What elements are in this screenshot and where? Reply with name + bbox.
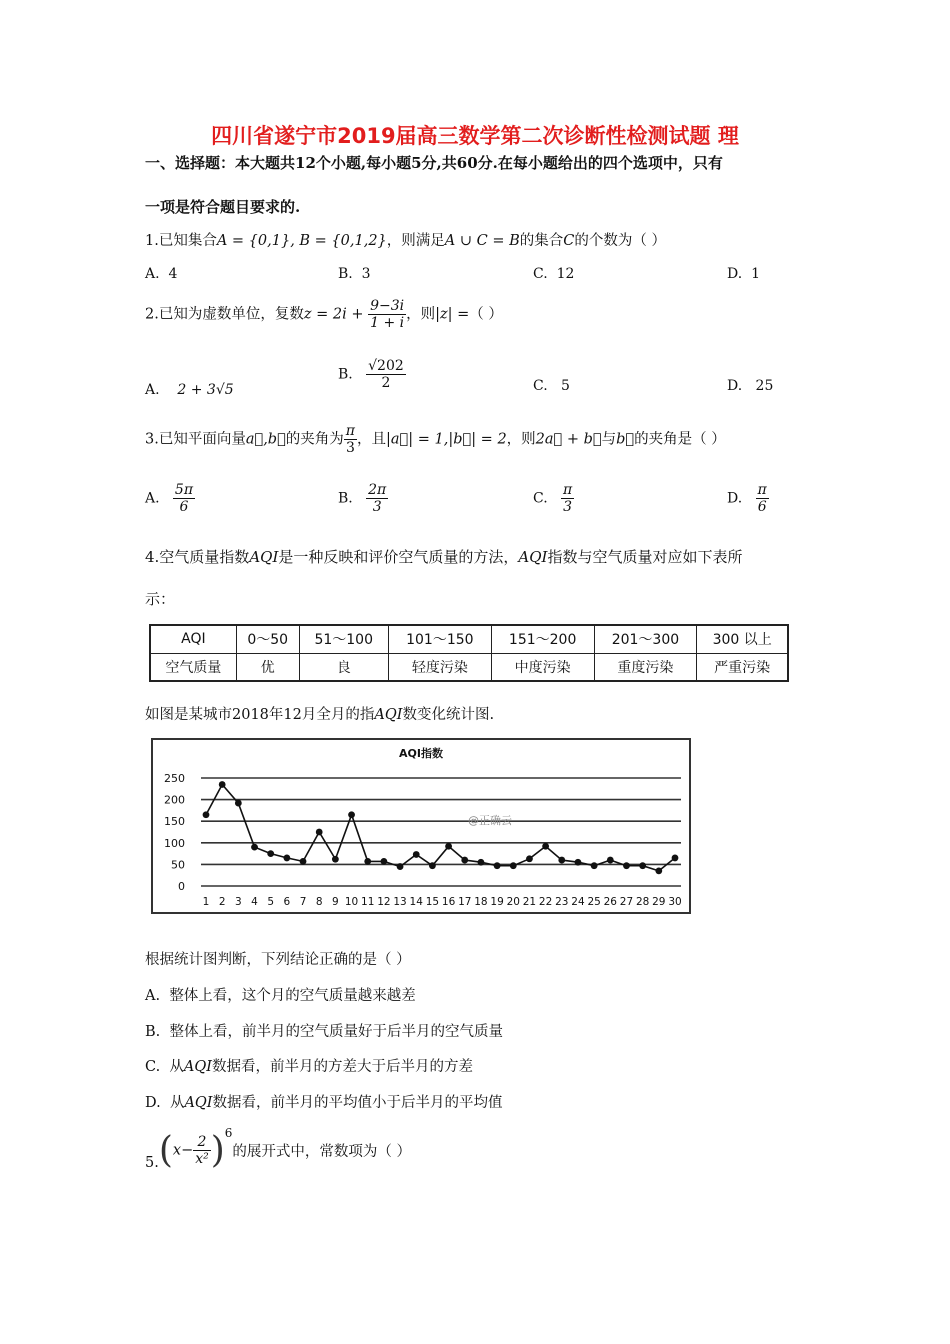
- data-point: [623, 862, 630, 869]
- x-tick-label: 19: [490, 896, 504, 908]
- table-cell: 轻度污染: [388, 653, 491, 681]
- q2-math-abs: |z| =: [435, 306, 470, 323]
- x-tick-label: 29: [652, 896, 666, 908]
- x-tick-label: 21: [522, 896, 537, 908]
- q1-option-d: D. 1: [727, 266, 761, 282]
- x-tick-label: 16: [441, 896, 456, 908]
- chart-title: AQI指数: [399, 747, 443, 760]
- y-tick-label: 100: [164, 836, 185, 850]
- data-point: [316, 829, 323, 836]
- x-tick-label: 7: [299, 896, 307, 908]
- q2-math-lhs: z = 2i +: [303, 306, 364, 323]
- x-tick-label: 20: [506, 896, 520, 908]
- question-2: [145, 298, 503, 331]
- data-point: [332, 856, 339, 863]
- data-point: [203, 811, 210, 818]
- q4-question: 根据统计图判断，下列结论正确的是（ ）: [145, 952, 411, 968]
- y-tick-label: 0: [178, 880, 185, 893]
- data-point: [478, 859, 485, 866]
- q2-mid: ，则: [406, 306, 436, 323]
- q4-option-a: A. 整体上看，这个月的空气质量越来越差: [145, 988, 416, 1004]
- question-4-line1: 4.空气质量指数AQI是一种反映和评价空气质量的方法，AQI指数与空气质量对应如下表所: [145, 548, 743, 566]
- q1-suffix: 的个数为（ ）: [574, 233, 666, 249]
- q1-math-sets: A = {0,1}, B = {0,1,2}: [216, 233, 387, 249]
- question-4-line2: 示：: [145, 590, 176, 608]
- data-point: [607, 857, 614, 864]
- q2-prefix: 2.已知为虚数单位，复数: [145, 306, 304, 323]
- x-tick-label: 30: [668, 896, 682, 908]
- x-tick-label: 26: [603, 896, 617, 908]
- data-point: [429, 862, 436, 869]
- table-cell: 优: [236, 653, 299, 681]
- q4-option-b: B. 整体上看，前半月的空气质量好于后半月的空气质量: [145, 1024, 503, 1040]
- y-tick-label: 250: [164, 772, 185, 785]
- q2-option-c: C. 5: [533, 378, 570, 394]
- page-title: 四川省遂宁市2019届高三数学第二次诊断性检测试题 理: [211, 124, 739, 148]
- x-tick-label: 18: [474, 896, 488, 908]
- table-cell: 重度污染: [594, 653, 697, 681]
- data-point: [283, 855, 290, 862]
- data-point: [575, 859, 582, 866]
- data-point: [364, 858, 371, 865]
- question-1: [145, 229, 666, 250]
- x-tick-label: 23: [555, 896, 569, 908]
- y-tick-label: 50: [171, 858, 185, 872]
- x-tick-label: 25: [587, 896, 601, 908]
- x-tick-label: 22: [538, 896, 553, 908]
- q3-vectors: a⃗,b⃗: [245, 431, 286, 448]
- aqi-series-line: [206, 785, 675, 871]
- data-point: [494, 862, 501, 869]
- table-cell: 201～300: [594, 625, 697, 653]
- q2-fraction: $\frac{9-3i}{1 + i}$: [370, 298, 405, 332]
- x-tick-label: 28: [635, 896, 650, 908]
- q1-mid2: 的集合: [519, 233, 564, 249]
- q2-option-d: D. 25: [727, 378, 774, 394]
- x-tick-label: 24: [571, 896, 585, 908]
- x-tick-label: 3: [235, 896, 242, 908]
- q4-chart-intro: 如图是某城市2018年12月全月的指AQI数变化统计图.: [145, 707, 495, 723]
- x-tick-label: 10: [344, 896, 359, 908]
- data-point: [235, 800, 242, 807]
- data-point: [461, 857, 468, 864]
- data-point: [397, 863, 404, 870]
- data-point: [348, 811, 355, 818]
- aqi-line-chart: [153, 740, 689, 912]
- data-point: [267, 850, 274, 857]
- q4-aqi-term: AQI: [249, 548, 279, 566]
- q1-math-union: A ∪ C = B: [444, 233, 520, 249]
- q1-mid: ，则满足: [386, 233, 445, 249]
- q2-suffix: （ ）: [469, 306, 503, 323]
- q3-option-a: A. $\frac{5\pi}{6}$: [145, 482, 194, 516]
- table-cell: 中度污染: [491, 653, 594, 681]
- question-3: 3.已知平面向量a⃗,b⃗的夹角为 $\frac{\pi}{3}$ ，且|a⃗| = 1,|b⃗| = 2，则2a⃗ + b⃗与b⃗的夹角是（ ）: [145, 423, 726, 457]
- table-cell: AQI: [150, 625, 236, 653]
- x-tick-label: 4: [251, 896, 258, 908]
- q1-math-c: C: [563, 233, 575, 249]
- q3-expression: 2a⃗ + b⃗: [535, 431, 602, 448]
- x-tick-label: 14: [409, 896, 423, 908]
- y-tick-label: 150: [164, 815, 185, 829]
- data-point: [510, 862, 517, 869]
- data-point: [672, 855, 679, 862]
- x-tick-label: 12: [377, 896, 391, 908]
- section-heading-line1: 一、选择题：本大题共12个小题,每小题5分,共60分.在每小题给出的四个选项中，只有: [145, 154, 723, 172]
- q3-condition: |a⃗| = 1,|b⃗| = 2: [386, 431, 507, 448]
- data-point: [639, 862, 646, 869]
- data-point: [413, 851, 420, 858]
- q2-option-a: A. 2 + 3√5: [145, 382, 234, 398]
- data-point: [445, 843, 452, 850]
- q1-option-b: B. 3: [338, 266, 371, 282]
- q3-option-c: C. $\frac{\pi}{3}$: [533, 482, 573, 516]
- table-cell: 151～200: [491, 625, 594, 653]
- table-cell: 300 以上: [697, 625, 788, 653]
- x-tick-label: 5: [267, 896, 275, 908]
- table-cell: 0～50: [236, 625, 299, 653]
- data-point: [219, 781, 226, 788]
- x-tick-label: 27: [619, 896, 634, 908]
- table-row: [150, 625, 788, 653]
- q4-option-c: C. 从AQI数据看，前半月的方差大于后半月的方差: [145, 1059, 473, 1075]
- q1-option-a: A. 4: [145, 266, 178, 282]
- y-tick-label: 200: [164, 793, 185, 807]
- data-point: [591, 862, 598, 869]
- q4-option-d: D. 从AQI数据看，前半月的平均值小于后半月的平均值: [145, 1095, 503, 1111]
- q3-option-d: D. $\frac{\pi}{6}$: [727, 482, 767, 516]
- q1-prefix: 1.已知集合: [145, 233, 217, 249]
- x-tick-label: 15: [425, 896, 440, 908]
- x-tick-label: 2: [218, 896, 226, 908]
- q2-option-b: B. $\frac{√202}{2}$: [338, 358, 404, 392]
- question-5: 5.(x− $\frac{2}{\text{x²}}$ )$^6$的展开式中，常数项为（ ）: [145, 1126, 412, 1171]
- data-point: [558, 857, 565, 864]
- data-point: [655, 867, 662, 874]
- aqi-table: [149, 624, 789, 682]
- table-cell: 严重污染: [697, 653, 788, 681]
- x-tick-label: 1: [202, 896, 210, 908]
- q3-option-b: B. $\frac{2\pi}{3}$: [338, 482, 387, 516]
- data-point: [251, 844, 258, 851]
- watermark: @正确云: [468, 814, 512, 827]
- data-point: [526, 855, 533, 862]
- q3-angle: $\frac{\pi}{3}$: [345, 423, 355, 457]
- table-cell: 良: [299, 653, 388, 681]
- table-row: [150, 653, 788, 681]
- x-tick-label: 11: [361, 896, 375, 908]
- data-point: [380, 858, 387, 865]
- table-cell: 空气质量: [150, 653, 236, 681]
- table-cell: 101～150: [388, 625, 491, 653]
- table-cell: 51～100: [299, 625, 388, 653]
- q1-option-c: C. 12: [533, 266, 575, 282]
- x-tick-label: 13: [393, 896, 407, 908]
- x-tick-label: 8: [315, 896, 323, 908]
- aqi-chart: [151, 738, 691, 914]
- data-point: [542, 843, 549, 850]
- data-point: [300, 858, 307, 865]
- x-tick-label: 17: [458, 896, 472, 908]
- section-heading-line2: 一项是符合题目要求的.: [145, 198, 301, 216]
- x-tick-label: 6: [283, 896, 291, 908]
- x-tick-label: 9: [332, 896, 339, 908]
